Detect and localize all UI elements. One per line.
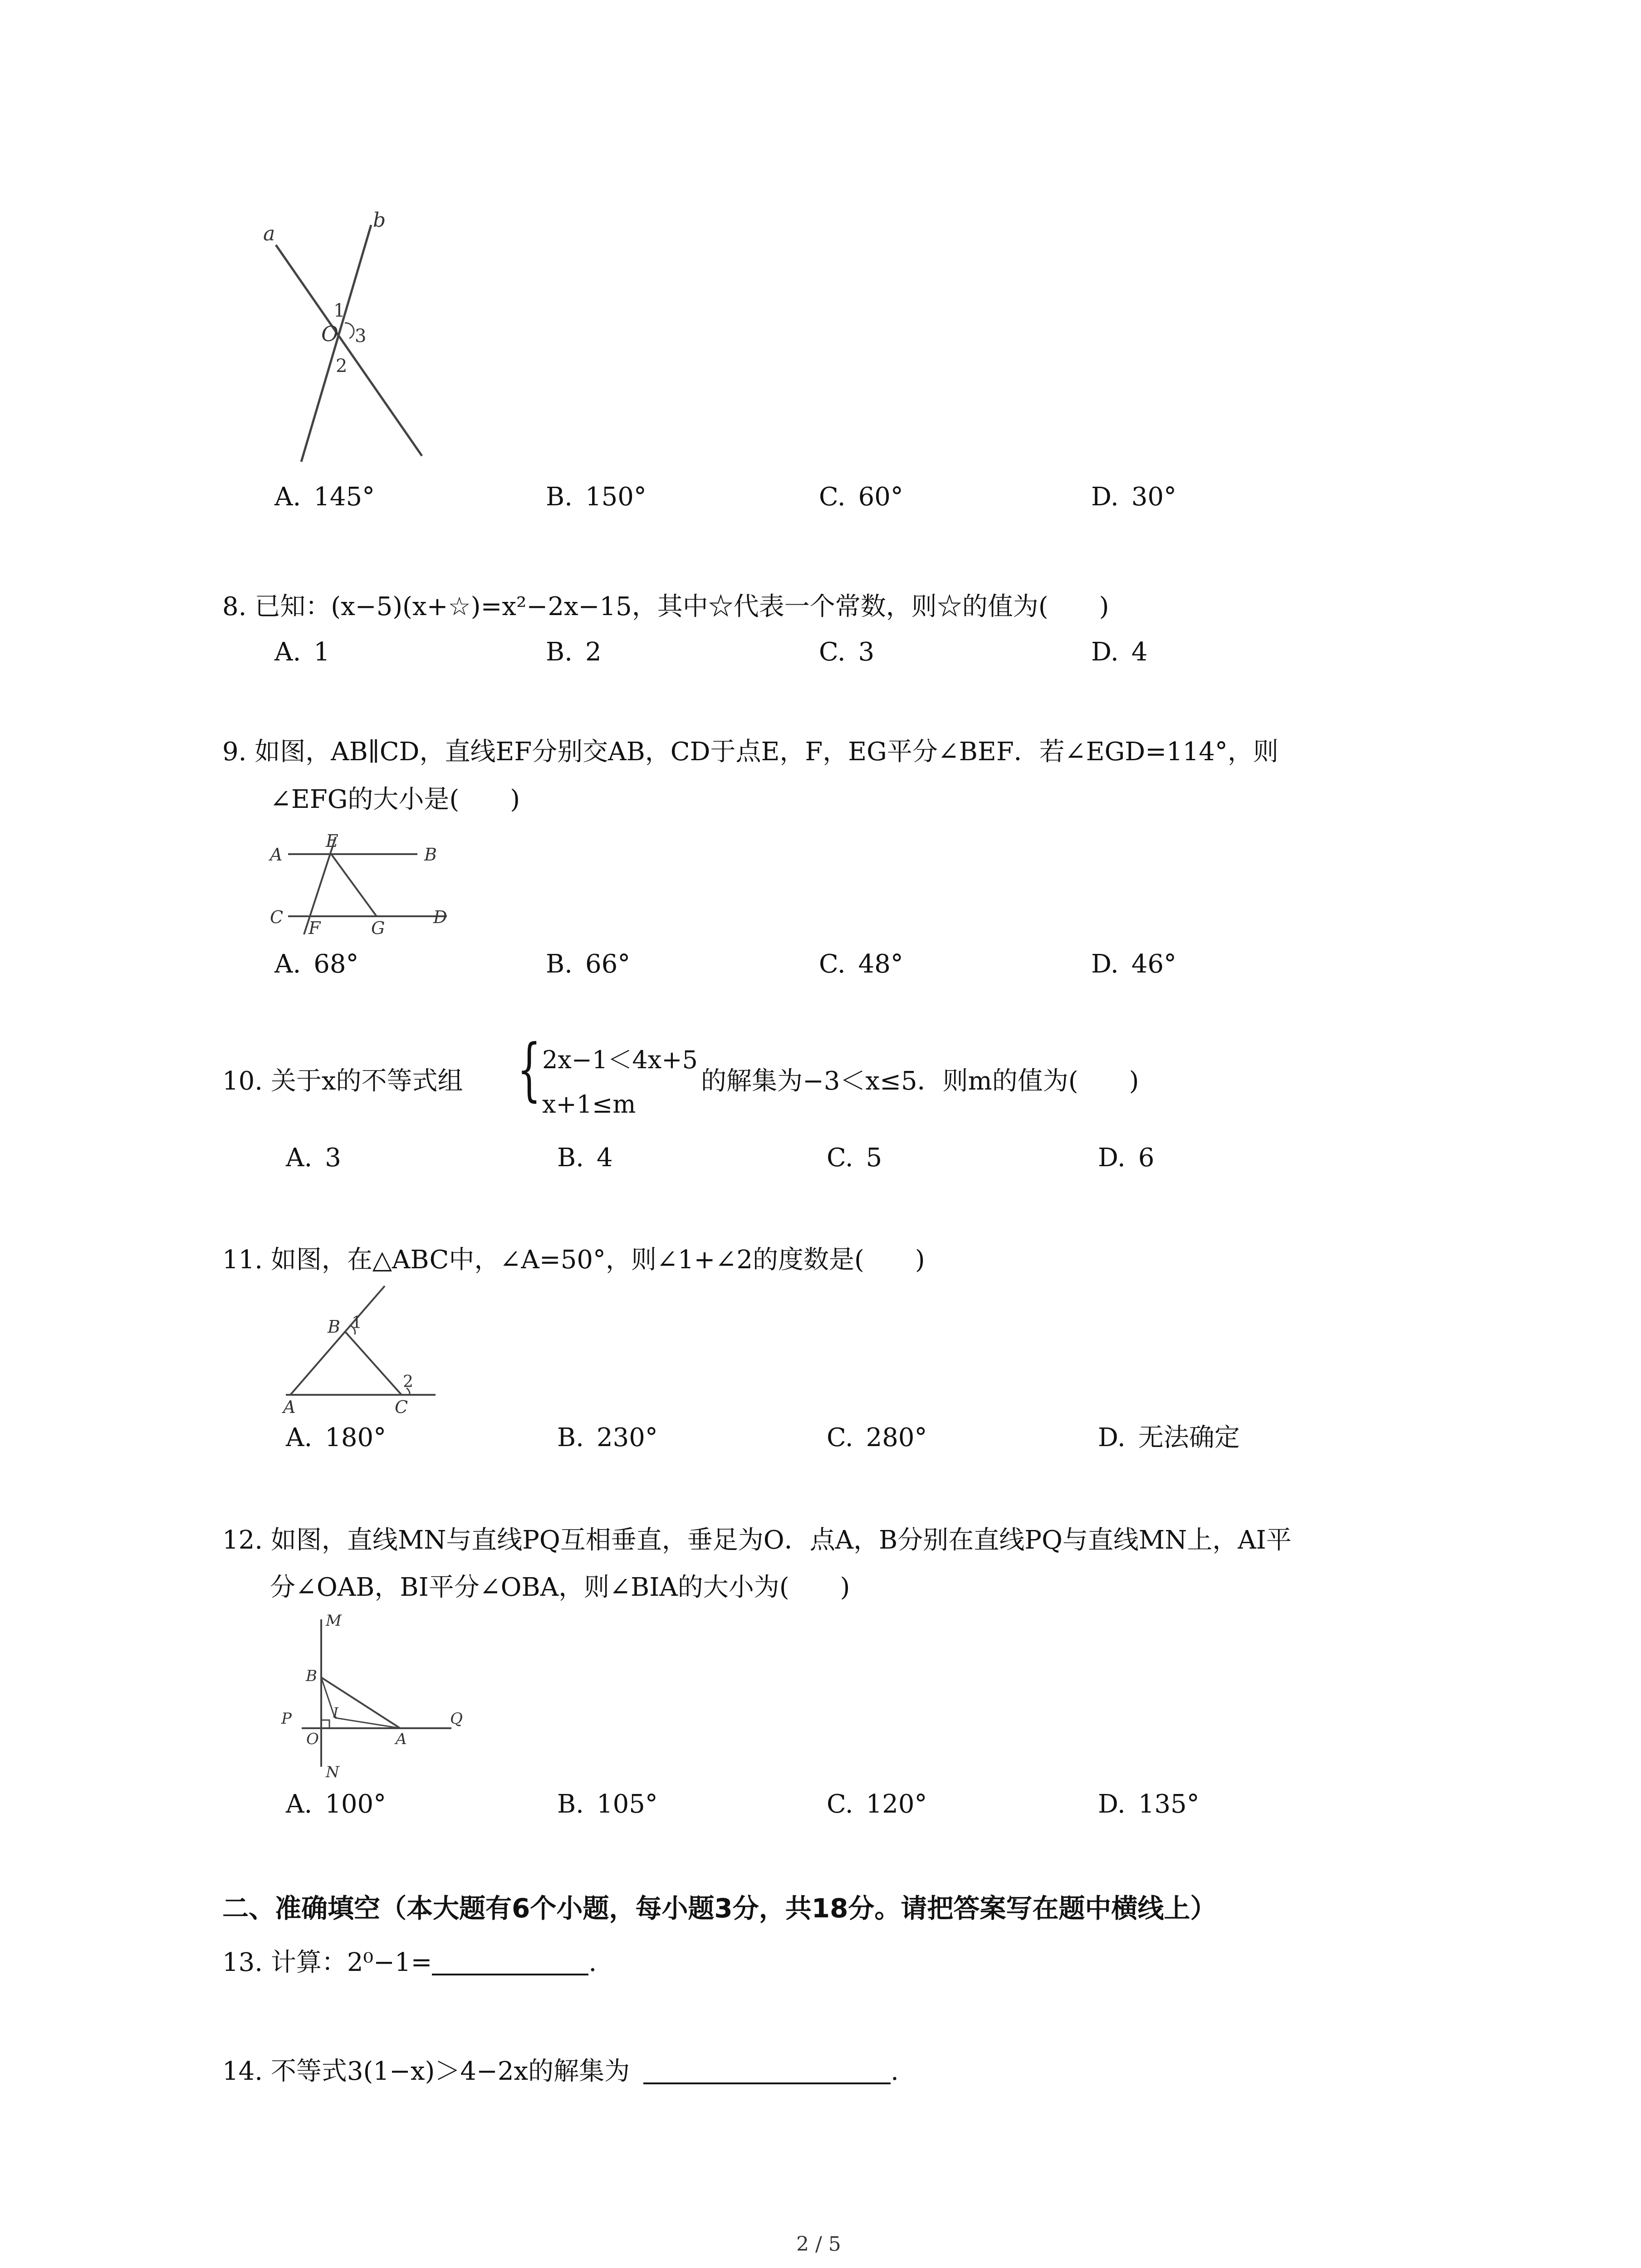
- q10-option-a[interactable]: A. 3: [286, 1143, 341, 1173]
- q9-option-c[interactable]: C. 48°: [819, 949, 903, 979]
- q11-stem: 11. 如图，在△ABC中，∠A=50°，则∠1+∠2的度数是( ): [222, 1245, 925, 1275]
- q10-suffix: 的解集为−3＜x≤5．则m的值为( ): [701, 1066, 1139, 1096]
- q9-option-a[interactable]: A. 68°: [274, 949, 359, 979]
- q7-option-c[interactable]: C. 60°: [819, 482, 903, 512]
- label-3: 3: [355, 326, 367, 347]
- q11-option-c[interactable]: C. 280°: [827, 1423, 927, 1452]
- q12-stem-line2: 分∠OAB，BI平分∠OBA，则∠BIA的大小为( ): [270, 1573, 850, 1602]
- q11-option-a[interactable]: A. 180°: [286, 1423, 387, 1452]
- q11-figure: [281, 1284, 445, 1420]
- label-D: D: [433, 907, 447, 927]
- section-2-heading: 二、准确填空（本大题有6个小题，每小题3分，共18分。请把答案写在题中横线上）: [222, 1893, 1217, 1924]
- q8-option-d[interactable]: D. 4: [1091, 637, 1148, 667]
- q11-option-d[interactable]: D. 无法确定: [1098, 1423, 1240, 1452]
- q10-brace: {: [517, 1030, 541, 1109]
- label-2: 2: [336, 356, 348, 376]
- label-G: G: [371, 918, 385, 938]
- label-E: E: [326, 831, 338, 851]
- q9-stem-line1: 9. 如图，AB∥CD，直线EF分别交AB，CD于点E，F，EG平分∠BEF．若∠EGD=114°，则: [222, 737, 1279, 767]
- line-ab-extended: [290, 1286, 385, 1395]
- q14-answer-blank[interactable]: [643, 2057, 891, 2084]
- label-A: A: [270, 845, 283, 865]
- q14-period: .: [891, 2057, 899, 2086]
- line-ai: [335, 1718, 400, 1728]
- q9-stem-line2: ∠EFG的大小是( ): [270, 785, 520, 814]
- q13-text: 13. 计算：2⁰−1=: [222, 1948, 432, 1977]
- line-bc: [345, 1331, 402, 1395]
- q9-figure: [268, 828, 458, 937]
- label-N: N: [326, 1763, 339, 1781]
- label-F: F: [309, 918, 321, 938]
- q10-option-d[interactable]: D. 6: [1098, 1143, 1155, 1173]
- right-angle-mark: [321, 1720, 329, 1728]
- line-eg: [331, 854, 377, 916]
- q8-option-c[interactable]: C. 3: [819, 637, 875, 667]
- q10-inequality-2: x+1≤m: [542, 1090, 636, 1119]
- q8-option-a[interactable]: A. 1: [274, 637, 330, 667]
- q12-figure: [277, 1610, 472, 1781]
- label-O: O: [306, 1730, 319, 1748]
- label-b: b: [373, 209, 386, 232]
- q7-option-d[interactable]: D. 30°: [1091, 482, 1176, 512]
- q9-option-b[interactable]: B. 66°: [546, 949, 631, 979]
- label-a: a: [263, 222, 275, 245]
- q13-answer-blank[interactable]: [432, 1948, 588, 1975]
- page-number: 2 / 5: [796, 2233, 841, 2256]
- angle-3-arc: [345, 323, 354, 338]
- label-P: P: [281, 1710, 292, 1728]
- q12-option-b[interactable]: B. 105°: [557, 1789, 658, 1819]
- label-2: 2: [403, 1373, 413, 1391]
- q12-option-a[interactable]: A. 100°: [286, 1789, 387, 1819]
- label-I: I: [333, 1705, 338, 1721]
- q7-figure: [254, 209, 445, 463]
- label-B: B: [328, 1317, 340, 1337]
- q7-option-a[interactable]: A. 145°: [274, 482, 375, 512]
- q14-stem: [222, 2057, 899, 2084]
- q14-text: 14. 不等式3(1−x)＞4−2x的解集为: [222, 2057, 630, 2086]
- label-C: C: [395, 1397, 408, 1417]
- label-B: B: [306, 1667, 317, 1685]
- label-1: 1: [333, 300, 345, 321]
- q12-stem-line1: 12. 如图，直线MN与直线PQ互相垂直，垂足为O．点A，B分别在直线PQ与直线MN上，AI平: [222, 1525, 1292, 1555]
- line-a: [276, 245, 422, 456]
- q9-option-d[interactable]: D. 46°: [1091, 949, 1176, 979]
- q10-option-b[interactable]: B. 4: [557, 1143, 613, 1173]
- q8-option-b[interactable]: B. 2: [546, 637, 602, 667]
- q10-option-c[interactable]: C. 5: [827, 1143, 882, 1173]
- label-A: A: [396, 1730, 407, 1748]
- q12-option-d[interactable]: D. 135°: [1098, 1789, 1200, 1819]
- label-B: B: [424, 845, 437, 865]
- label-1: 1: [352, 1314, 362, 1332]
- q8-stem: 8. 已知：(x−5)(x+☆)=x²−2x−15，其中☆代表一个常数，则☆的值为( ): [222, 592, 1109, 621]
- q11-option-b[interactable]: B. 230°: [557, 1423, 658, 1452]
- label-o: O: [321, 322, 338, 346]
- label-M: M: [326, 1612, 342, 1630]
- q13-stem: [222, 1948, 597, 1975]
- q7-option-b[interactable]: B. 150°: [546, 482, 647, 512]
- label-C: C: [270, 907, 284, 927]
- label-Q: Q: [450, 1710, 463, 1728]
- q13-period: .: [588, 1948, 597, 1977]
- q12-option-c[interactable]: C. 120°: [827, 1789, 927, 1819]
- label-A: A: [283, 1397, 296, 1417]
- q10-prefix: 10. 关于x的不等式组: [222, 1066, 463, 1096]
- q10-inequality-1: 2x−1＜4x+5: [542, 1046, 698, 1074]
